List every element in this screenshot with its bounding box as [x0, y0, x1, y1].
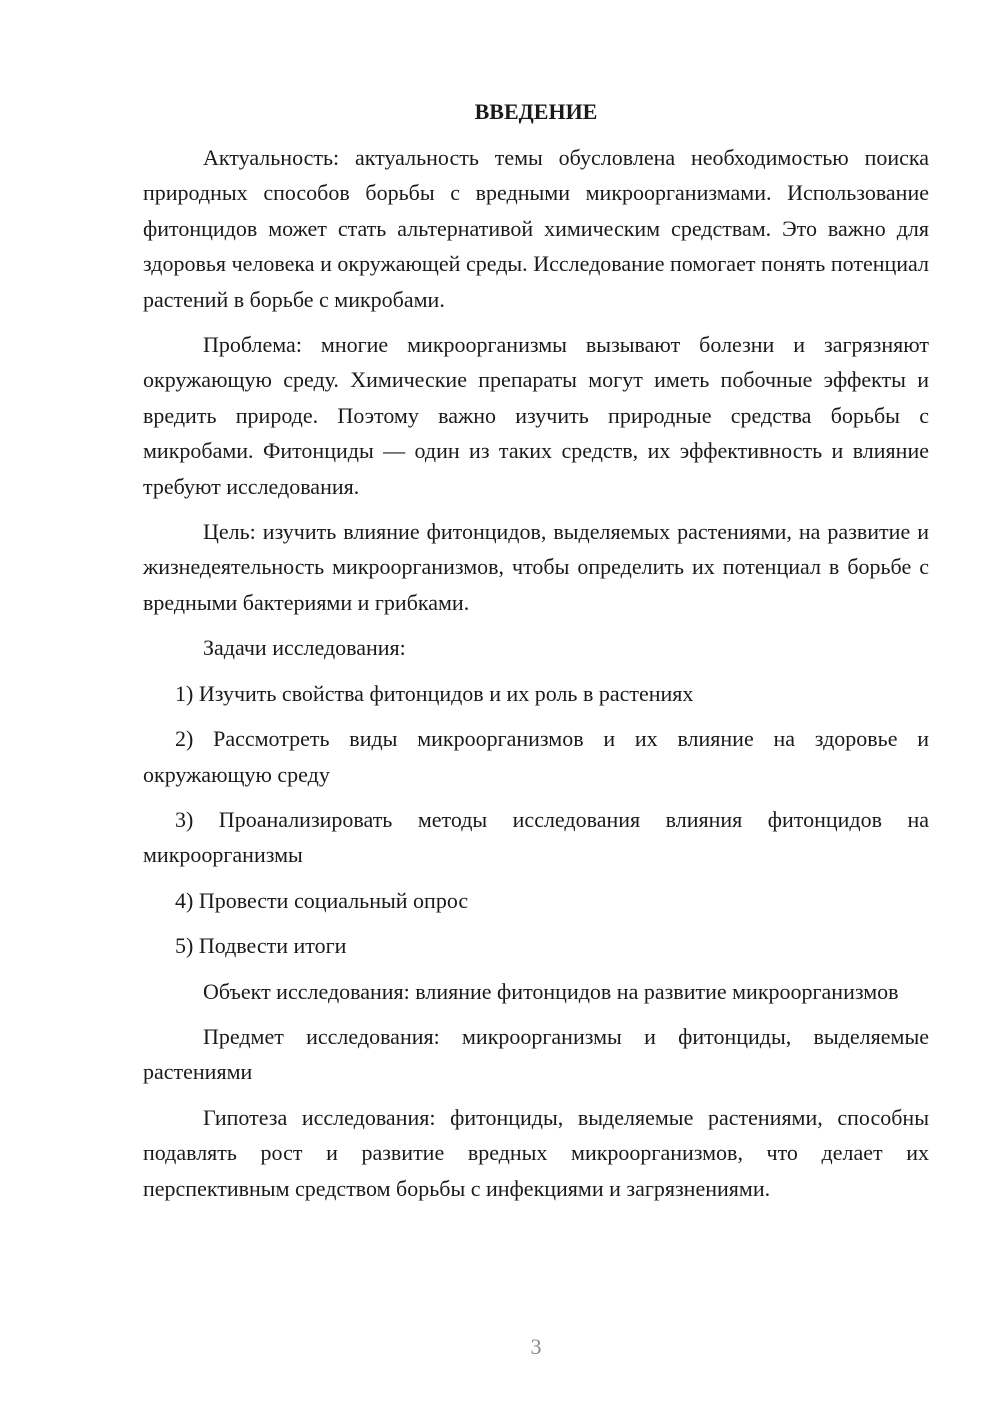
task-item-3: 3) Проанализировать методы исследования влияния фитонцидов на микроорганизмы	[143, 806, 929, 868]
task-item-5: 5) Подвести итоги	[175, 933, 347, 959]
task-item-4: 4) Провести социальный опрос	[175, 887, 469, 913]
paragraph-subject: Предмет исследования: микроорганизмы и фитонциды, выделяемые растениями	[143, 1023, 929, 1085]
paragraph-problem: Проблема: многие микроорганизмы вызывают болезни и загрязняют окружающую среду. Химические препараты могут иметь побочные эффекты и вредить природе. Поэтому важно изучить природные средства борьбы с микробами. Фитонциды — один из таких средств, их эффективность и влияние требуют исследования.	[143, 332, 929, 499]
paragraph-hypothesis: Гипотеза исследования: фитонциды, выделяемые растениями, способны подавлять рост и развитие вредных микроорганизмов, что делает их перспективным средством борьбы с инфекциями и загрязнениями.	[143, 1104, 929, 1201]
paragraph-object: Объект исследования: влияние фитонцидов на развитие микроорганизмов	[203, 978, 899, 1004]
page-content	[143, 97, 929, 1216]
task-item-1: 1) Изучить свойства фитонцидов и их роль в растениях	[175, 680, 694, 706]
tasks-heading: Задачи исследования:	[203, 635, 406, 661]
paragraph-relevance: Актуальность: актуальность темы обусловлена необходимостью поиска природных способов борьбы с вредными микроорганизмами. Использование фитонцидов может стать альтернативой химическим средствам. Это важно для здоровья человека и окружающей среды. Исследование помогает понять потенциал растений в борьбе с микробами.	[143, 145, 929, 312]
paragraph-goal: Цель: изучить влияние фитонцидов, выделяемых растениями, на развитие и жизнедеятельность микроорганизмов, чтобы определить их потенциал в борьбе с вредными бактериями и грибками.	[143, 519, 929, 615]
task-item-2: 2) Рассмотреть виды микроорганизмов и их влияние на здоровье и окружающую среду	[143, 726, 929, 787]
section-title: ВВЕДЕНИЕ	[474, 99, 598, 124]
page-number: 3	[530, 1334, 542, 1359]
